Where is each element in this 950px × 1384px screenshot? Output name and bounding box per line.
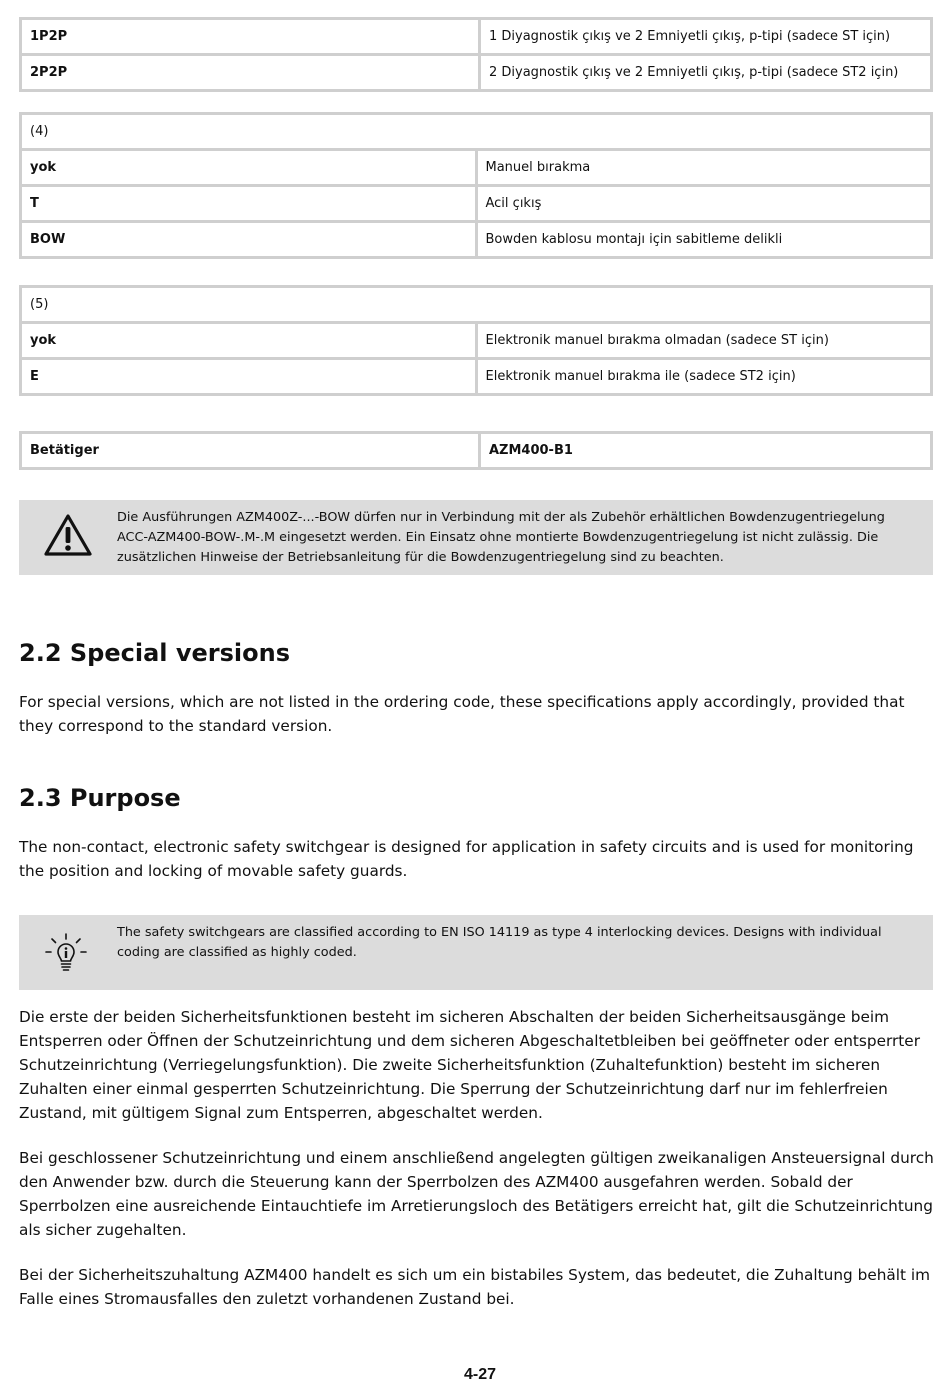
- paragraph: Bei geschlossener Schutzeinrichtung und einem anschließend angelegten gültigen zweikanaligen Ansteuersignal durch den Anwender bzw. durch die Steuerung kann der Sperrbolzen des AZM400 ausgefahren werden. Sobald der Sperrbolzen eine ausreichende Eintauchtiefe im Arretierungsloch des Betätigers erreicht hat, gilt die Schutzeinrichtung als sicher zugehalten.: [19, 1149, 934, 1239]
- actuator-value: AZM400-B1: [480, 433, 932, 469]
- purpose-text: The non-contact, electronic safety switchgear is designed for application in safety circuits and is used for monitoring the position and locking of movable safety guards.: [19, 838, 914, 880]
- release-options-table: [19, 112, 933, 259]
- table-row: [21, 150, 932, 186]
- table-row: [21, 55, 932, 91]
- option-description: 1 Diyagnostik çıkış ve 2 Emniyetli çıkış, p-tipi (sadece ST için): [480, 19, 932, 55]
- table-header: (5): [21, 287, 932, 323]
- info-note: [19, 915, 933, 990]
- actuator-label: Betätiger: [21, 433, 480, 469]
- table-row: [21, 359, 932, 395]
- option-description: 2 Diyagnostik çıkış ve 2 Emniyetli çıkış, p-tipi (sadece ST2 için): [480, 55, 932, 91]
- table-row: [21, 323, 932, 359]
- lightbulb-info-icon: [43, 933, 89, 979]
- option-description: Acil çıkış: [476, 186, 932, 222]
- output-options-table: [19, 17, 933, 92]
- option-code: BOW: [21, 222, 477, 258]
- paragraph: Die erste der beiden Sicherheitsfunktionen besteht im sicheren Abschalten der beiden Sicherheitsausgänge beim Entsperren oder Öffnen der Schutzeinrichtung und dem sicheren Abgeschaltetbleiben bei geöffneter oder entsperrter Schutzeinrichtung (Verriegelungsfunktion). Die zweite Sicherheitsfunktion (Zuhaltefunktion) besteht im sicheren Zuhalten einer einmal gesperrten Schutzeinrichtung. Die Sperrung der Schutzeinrichtung darf nur im fehlerfreien Zustand, mit gültigem Signal zum Entsperren, abgeschaltet werden.: [19, 1008, 920, 1122]
- option-description: Bowden kablosu montajı için sabitleme delikli: [476, 222, 932, 258]
- table-header-row: [21, 114, 932, 150]
- warning-note: [19, 500, 933, 575]
- section-heading-special-versions: 2.2 Special versions: [19, 639, 290, 667]
- table-row: [21, 222, 932, 258]
- section-heading-purpose: 2.3 Purpose: [19, 784, 181, 812]
- warning-text: Die Ausführungen AZM400Z-...-BOW dürfen nur in Verbindung mit der als Zubehör erhältlichen Bowdenzugentriegelung ACC-AZM400-BOW-.M-.M eingesetzt werden. Ein Einsatz ohne montierte Bowdenzugentriegelung ist nicht zulässig. Die zusätzlichen Hinweise der Betriebsanleitung für die Bowdenzugentriegelung sind zu beachten.: [117, 510, 885, 565]
- info-text: The safety switchgears are classified according to EN ISO 14119 as type 4 interlocking devices. Designs with individual coding are classified as highly coded.: [117, 925, 882, 960]
- table-header: (4): [21, 114, 932, 150]
- paragraph: Bei der Sicherheitszuhaltung AZM400 handelt es sich um ein bistabiles System, das bedeutet, die Zuhaltung behält im Falle eines Stromausfalles den zuletzt vorhandenen Zustand bei.: [19, 1266, 931, 1308]
- option-code: yok: [21, 150, 477, 186]
- table-row: [21, 186, 932, 222]
- option-code: E: [21, 359, 477, 395]
- table-row: [21, 19, 932, 55]
- table-row: [21, 433, 932, 469]
- option-code: 2P2P: [21, 55, 480, 91]
- electronic-release-table: [19, 285, 933, 396]
- special-versions-text: For special versions, which are not listed in the ordering code, these specifications apply accordingly, provided that they correspond to the standard version.: [19, 693, 905, 735]
- actuator-table: [19, 431, 933, 470]
- option-code: 1P2P: [21, 19, 480, 55]
- page-number: 4-27: [463, 1366, 497, 1383]
- option-code: T: [21, 186, 477, 222]
- table-header-row: [21, 287, 932, 323]
- option-description: Manuel bırakma: [476, 150, 932, 186]
- option-description: Elektronik manuel bırakma ile (sadece ST2 için): [476, 359, 932, 395]
- option-code: yok: [21, 323, 477, 359]
- option-description: Elektronik manuel bırakma olmadan (sadece ST için): [476, 323, 932, 359]
- warning-triangle-icon: [43, 513, 93, 561]
